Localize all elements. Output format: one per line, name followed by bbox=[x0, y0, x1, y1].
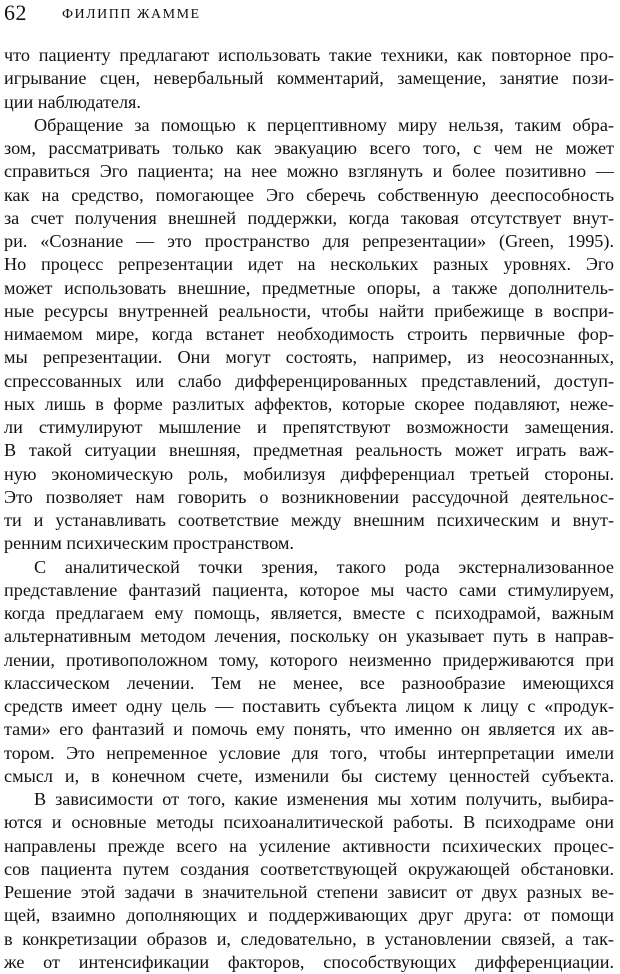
text-line: ти и устанавливать соответствие между внешним психическим и внут- bbox=[4, 510, 614, 530]
text-line: Обращение за помощью к перцептивному миру нельзя, таким обра- bbox=[34, 114, 614, 135]
text-line: что пациенту предлагают использовать такие техники, как повторное про- bbox=[4, 45, 614, 65]
text-line: С аналитической точки зрения, такого рода экстернализованное bbox=[34, 556, 614, 577]
text-line: нимаемом мире, когда встанет необходимость строить первичные фор- bbox=[4, 324, 614, 344]
text-line: ются и основные методы психоаналитической работы. В психодраме они bbox=[4, 812, 614, 833]
page-number: 62 bbox=[4, 0, 27, 25]
text-line: Но процесс репрезентации идет на нескольких разных уровнях. Эго bbox=[4, 254, 614, 275]
text-line: в конкретизации образов и, следовательно, в установлении связей, а так- bbox=[4, 928, 614, 949]
text-line: как на средство, помогающее Эго сберечь собственную дееспособность bbox=[4, 184, 614, 205]
text-line: ных лишь в форме разлитых аффектов, которые скорее подавляют, неже- bbox=[4, 393, 614, 414]
text-line: В зависимости от того, какие изменения мы хотим получить, выбира- bbox=[34, 789, 614, 809]
text-line: Решение этой задачи в значительной степени зависит от двух разных ве- bbox=[4, 882, 614, 902]
text-line: мы репрезентации. Они могут состоять, например, из неосознанных, bbox=[4, 347, 614, 368]
text-line: направлены прежде всего на усиление активности психических процес- bbox=[4, 835, 614, 856]
text-line: лении, противоположном тому, которого неизменно придерживаются при bbox=[4, 649, 614, 670]
text-line: В такой ситуации внешняя, предметная реальность может играть важ- bbox=[4, 440, 614, 461]
text-line: спрессованных или слабо дифференцированных представлений, доступ- bbox=[4, 370, 614, 391]
text-line: ную экономическую роль, мобилизуя дифференциал третьей стороны. bbox=[4, 463, 614, 484]
text-line: сов пациента путем создания соответствующей окружающей обстановки. bbox=[4, 858, 614, 879]
text-line: ри. «Сознание — это пространство для репрезентации» (Green, 1995). bbox=[4, 231, 614, 251]
text-line: за счет получения внешней поддержки, когда таковая отсутствует внут- bbox=[4, 207, 614, 228]
body-text bbox=[4, 44, 614, 974]
text-line: ли стимулируют мышление и препятствуют возможности замещения. bbox=[4, 417, 614, 437]
text-line: когда предлагаем ему помощь, является, вместе с психодрамой, важным bbox=[4, 603, 614, 623]
text-line: справиться Эго пациента; на нее можно взглянуть и более позитивно — bbox=[4, 161, 614, 182]
text-line: ренним психическим пространством. bbox=[4, 533, 294, 554]
page-header bbox=[4, 0, 604, 30]
text-line: тором. Это непременное условие для того, чтобы интерпретации имели bbox=[4, 742, 614, 763]
text-line: смысл и, в конечном счете, изменили бы систему ценностей субъекта. bbox=[4, 765, 614, 786]
text-line: представление фантазий пациента, которое мы часто сами стимулируем, bbox=[4, 579, 614, 600]
text-line: может использовать внешние, предметные опоры, а также дополнитель- bbox=[4, 277, 614, 298]
text-line: же от интенсификации факторов, способствующих дифференциации. bbox=[4, 951, 614, 972]
running-title: ФИЛИПП ЖАММЕ bbox=[62, 7, 201, 22]
text-line: ные ресурсы внутренней реальности, чтобы найти прибежище в воспри- bbox=[4, 300, 614, 321]
text-line: альтернативным методом лечения, поскольку он указывает путь в направ- bbox=[4, 626, 614, 647]
text-line: тами» его фантазий и помочь ему понять, что именно он является их ав- bbox=[4, 719, 614, 740]
text-line: щей, взаимно дополняющих и поддерживающих друг друга: от помощи bbox=[4, 905, 614, 926]
text-line: зом, рассматривать только как эвакуацию всего того, с чем не может bbox=[4, 138, 614, 158]
text-line: ции наблюдателя. bbox=[4, 91, 141, 112]
text-line: средств имеет одну цель — поставить субъекта лицом к лицу с «продук- bbox=[4, 696, 614, 716]
text-line: Это позволяет нам говорить о возникновении рассудочной деятельнос- bbox=[4, 486, 614, 507]
text-line: игрывание сцен, невербальный комментарий, замещение, занятие пози- bbox=[4, 68, 614, 89]
text-line: классическом лечении. Тем не менее, все разнообразие имеющихся bbox=[4, 672, 614, 693]
